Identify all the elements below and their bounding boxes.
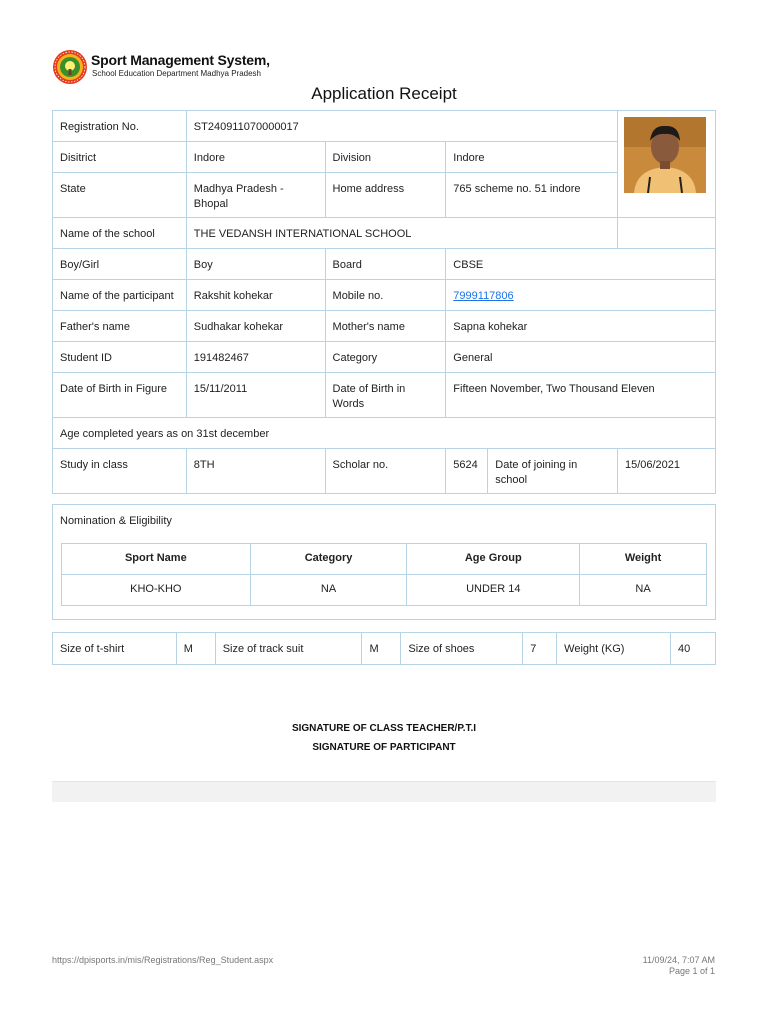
label-shoe-size: Size of shoes <box>401 633 523 665</box>
value-weight: 40 <box>670 633 715 665</box>
label-registration-no: Registration No. <box>53 111 187 142</box>
header-weight: Weight <box>580 544 707 575</box>
label-participant: Name of the participant <box>53 280 187 311</box>
label-age-completed: Age completed years as on 31st december <box>53 418 716 449</box>
header <box>52 49 312 85</box>
label-home-address: Home address <box>325 173 446 218</box>
value-home-address: 765 scheme no. 51 indore <box>446 173 618 218</box>
nomination-title: Nomination & Eligibility <box>60 515 172 527</box>
value-district: Indore <box>186 142 325 173</box>
label-student-id: Student ID <box>53 342 187 373</box>
label-scholar: Scholar no. <box>325 449 446 494</box>
cell-sport-name: KHO-KHO <box>62 575 251 606</box>
label-joining: Date of joining in school <box>488 449 618 494</box>
value-mother: Sapna kohekar <box>446 311 716 342</box>
nomination-section <box>52 504 716 620</box>
value-participant: Rakshit kohekar <box>186 280 325 311</box>
value-state: Madhya Pradesh - Bhopal <box>186 173 325 218</box>
table-row <box>62 575 707 606</box>
mobile-link[interactable]: 7999117806 <box>453 290 514 302</box>
label-division: Division <box>325 142 446 173</box>
label-district: Disitrict <box>53 142 187 173</box>
label-weight: Weight (KG) <box>557 633 671 665</box>
label-dob-figure: Date of Birth in Figure <box>53 373 187 418</box>
signature-teacher: SIGNATURE OF CLASS TEACHER/P.T.I <box>291 723 477 734</box>
participant-photo <box>624 117 706 193</box>
signature-participant: SIGNATURE OF PARTICIPANT <box>312 742 456 753</box>
label-mother: Mother's name <box>325 311 446 342</box>
label-class: Study in class <box>53 449 187 494</box>
sizes-table <box>52 632 716 665</box>
value-tshirt-size: M <box>176 633 215 665</box>
value-board: CBSE <box>446 249 716 280</box>
label-state: State <box>53 173 187 218</box>
cell-age-group: UNDER 14 <box>407 575 580 606</box>
label-tracksuit-size: Size of track suit <box>215 633 362 665</box>
brand-title: Sport Management System, <box>91 52 270 68</box>
label-father: Father's name <box>53 311 187 342</box>
cell-category: NA <box>250 575 407 606</box>
footer-bar <box>52 781 716 802</box>
value-dob-words: Fifteen November, Two Thousand Eleven <box>446 373 716 418</box>
label-dob-words: Date of Birth in Words <box>325 373 446 418</box>
header-sport-name: Sport Name <box>62 544 251 575</box>
footer-page: Page 1 of 1 <box>668 966 715 976</box>
value-father: Sudhakar kohekar <box>186 311 325 342</box>
label-tshirt-size: Size of t-shirt <box>53 633 177 665</box>
value-student-id: 191482467 <box>186 342 325 373</box>
photo-cell <box>617 111 715 218</box>
footer-url: https://dpisports.in/mis/Registrations/Reg_Student.aspx <box>52 955 274 965</box>
emblem-logo-icon <box>52 49 88 85</box>
label-school: Name of the school <box>53 218 187 249</box>
brand-subtitle: School Education Department Madhya Pradesh <box>92 69 261 78</box>
nomination-table <box>61 543 707 606</box>
value-registration-no: ST240911070000017 <box>186 111 617 142</box>
page-title: Application Receipt <box>311 84 457 103</box>
label-board: Board <box>325 249 446 280</box>
value-scholar: 5624 <box>446 449 488 494</box>
cell-weight: NA <box>580 575 707 606</box>
details-table <box>52 110 716 494</box>
footer-meta <box>643 955 715 977</box>
header-age-group: Age Group <box>407 544 580 575</box>
empty-cell <box>617 218 715 249</box>
value-joining: 15/06/2021 <box>617 449 715 494</box>
label-category: Category <box>325 342 446 373</box>
header-category: Category <box>250 544 407 575</box>
value-gender: Boy <box>186 249 325 280</box>
label-mobile: Mobile no. <box>325 280 446 311</box>
value-school: THE VEDANSH INTERNATIONAL SCHOOL <box>186 218 617 249</box>
footer-datetime: 11/09/24, 7:07 AM <box>642 955 715 965</box>
value-division: Indore <box>446 142 618 173</box>
label-gender: Boy/Girl <box>53 249 187 280</box>
value-shoe-size: 7 <box>523 633 557 665</box>
value-dob-figure: 15/11/2011 <box>186 373 325 418</box>
value-class: 8TH <box>186 449 325 494</box>
value-category: General <box>446 342 716 373</box>
value-tracksuit-size: M <box>362 633 401 665</box>
